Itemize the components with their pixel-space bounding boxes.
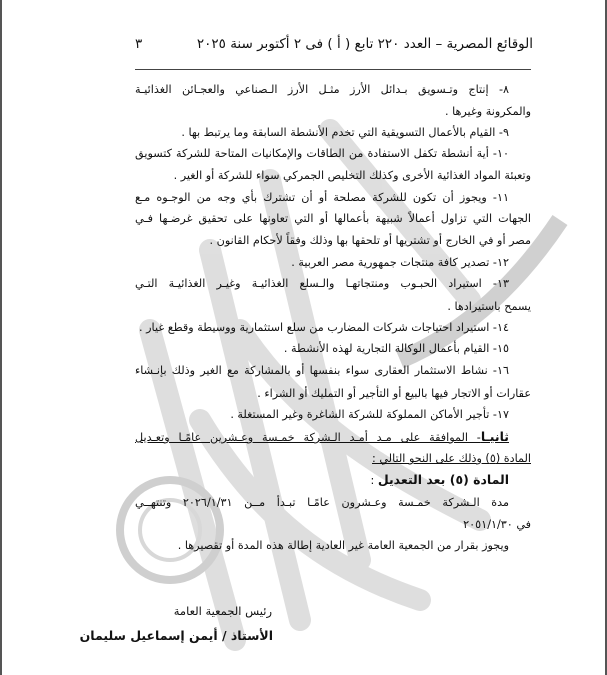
text-line: ١٤- استيراد احتياجات شركات المضارب من سلع استثمارية ووسيطة وقطع غيار .: [139, 321, 509, 334]
text-line: عقارات أو الاتجار فيها بالبيع أو التأجير أو التمليك أو الشراء .: [257, 387, 531, 400]
article-line: مدة الـشركة خمـسة وعـشرون عامًـا تبـدأ مــن ٢٠٢٦/١/٣١ وتنتهــي: [135, 496, 509, 509]
text-line: ١٢- تصدير كافة منتجات جمهورية مصر العربية .: [291, 256, 509, 269]
second-label: ثانيـا: [480, 429, 509, 444]
text-line: يسمح باستيرادها .: [447, 300, 531, 313]
header-title: الوقائع المصرية – العدد ٢٢٠ تابع ( أ ) فى ٢ أكتوبر سنة ٢٠٢٥: [196, 36, 533, 52]
text-line: ٨- إنتاج وتـسويق بـدائل الأرز مثـل الأرز الـصناعي والعجـائن الغذائيـة: [135, 83, 509, 96]
article-heading-line: [135, 473, 531, 488]
article-line: في ٢٠٥١/١/٣٠: [463, 518, 531, 531]
second-text-2: المادة (٥) وذلك على النحو التالي :: [372, 452, 531, 465]
page-edge-left: [0, 0, 2, 675]
text-line: ١٥- القيام بأعمال الوكالة التجارية لهذه الأنشطة .: [283, 342, 509, 355]
signature-role: رئيس الجمعية العامة: [173, 604, 272, 618]
text-line: ١٠- أية أنشطة تكفل الاستفادة من الطاقات والإمكانيات المتاحة للشركة كتسويق: [135, 147, 509, 160]
article-heading: المادة (٥) بعد التعديل: [377, 472, 509, 487]
second-text: - الموافقة على مـد أمـد الـشركة خمـسة وعـشرين عامًـا وتعـديل: [135, 431, 481, 444]
text-line: الجهات التي تزاول أعمالاً شبيهة بأعمالها أو التي تعاونها على تحقيق غرضـها فـي: [135, 212, 531, 225]
text-line: ١٦- نشاط الاستثمار العقارى سواء بنفسها أو بالمشاركة مع الغير وذلك بإنـشاء: [135, 364, 509, 377]
text-line: ٩- القيام بالأعمال التسويقية التي تخدم الأنشطة السابقة وما يرتبط بها .: [181, 126, 509, 139]
signature-name: الأستاذ / أيمن إسماعيل سليمان: [79, 628, 273, 643]
text-line: ١١- ويجوز أن تكون للشركة مصلحة أو أن تشترك بأي وجه من الوجـوه مـع: [135, 191, 509, 204]
page-number: ٣: [135, 36, 143, 52]
second-clause-line: [135, 430, 531, 445]
second-clause-line: [135, 452, 531, 466]
article-colon: :: [370, 474, 378, 487]
page-header: [135, 36, 533, 52]
text-line: ١٣- استيراد الحبـوب ومنتجاتهـا والـسلع الغذائيـة وغيـر الغذائيـة التـي: [135, 277, 509, 290]
text-line: مصر أو في الخارج أو تشتريها أو تلحقها بها وذلك وفقاً لأحكام القانون .: [209, 234, 531, 247]
text-line: ١٧- تأجير الأماكن المملوكة للشركة الشاغرة وغير المستغلة .: [230, 408, 509, 421]
text-line: وتعبئة المواد الغذائية الأخرى وكذلك التخليص الجمركي سواء للشركة أو الغير .: [173, 169, 531, 182]
text-line: والمكرونة وغيرها .: [444, 105, 531, 118]
header-rule: [135, 69, 531, 70]
article-line: ويجوز بقرار من الجمعية العامة غير العادية إطالة هذه المدة أو تقصيرها .: [177, 539, 509, 552]
